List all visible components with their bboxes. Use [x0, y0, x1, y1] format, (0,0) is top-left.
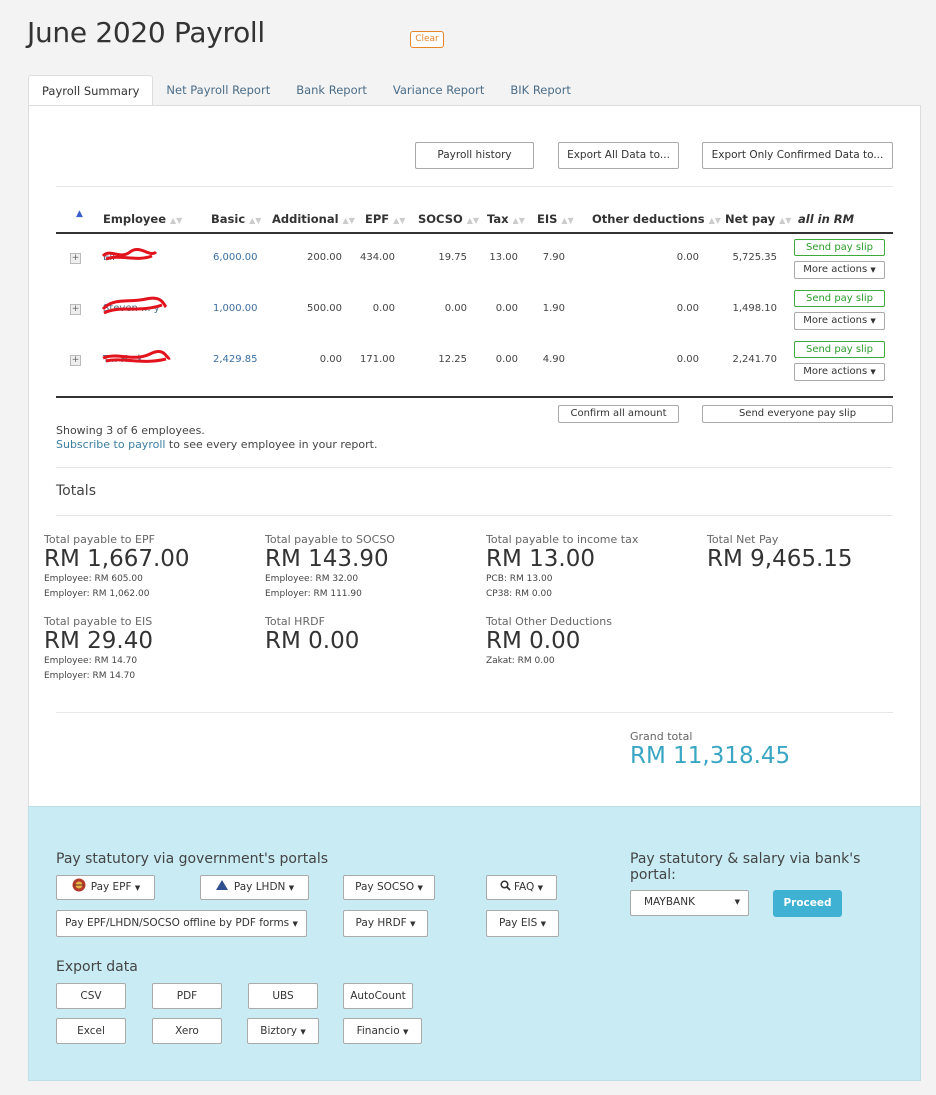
- other-deductions-value: 0.00: [676, 354, 699, 365]
- unit-note: all in RM: [798, 212, 855, 226]
- col-tax-label: Tax: [487, 212, 509, 226]
- col-other-deductions[interactable]: [592, 212, 721, 226]
- total-net-pay-label: Total Net Pay: [707, 533, 779, 546]
- pay-socso-label: Pay SOCSO: [355, 881, 415, 893]
- tab-net-payroll-report[interactable]: Net Payroll Report: [166, 83, 271, 97]
- grand-total-value: RM 11,318.45: [630, 743, 791, 769]
- epf-value: 434.00: [360, 252, 395, 263]
- basic-value[interactable]: 1,000.00: [213, 303, 258, 314]
- tab-variance-report[interactable]: Variance Report: [392, 83, 485, 97]
- socso-value: 12.25: [438, 354, 467, 365]
- search-icon: [500, 880, 511, 891]
- redaction-mark: [100, 244, 160, 264]
- total-tax-cp38: CP38: RM 0.00: [486, 589, 552, 599]
- employee-name[interactable]: T... H...k: [103, 354, 144, 365]
- additional-value: 500.00: [307, 303, 342, 314]
- export-csv-button[interactable]: CSV: [56, 983, 126, 1009]
- redaction-mark: [100, 295, 170, 317]
- export-autocount-button[interactable]: AutoCount: [343, 983, 413, 1009]
- send-pay-slip-button[interactable]: Send pay slip: [794, 341, 885, 358]
- total-hrdf-label: Total HRDF: [265, 615, 325, 628]
- bank-heading: Pay statutory & salary via bank's portal:: [630, 851, 861, 883]
- net-pay-value: 2,241.70: [732, 354, 777, 365]
- col-basic[interactable]: [211, 212, 261, 226]
- send-pay-slip-button[interactable]: Send pay slip: [794, 239, 885, 256]
- col-socso-label: SOCSO: [418, 212, 463, 226]
- col-net-label: Net pay: [725, 212, 776, 226]
- other-deductions-value: 0.00: [676, 252, 699, 263]
- basic-value[interactable]: 6,000.00: [213, 252, 258, 263]
- col-basic-label: Basic: [211, 212, 246, 226]
- pay-socso-button[interactable]: [343, 875, 435, 900]
- export-biztory-label: Biztory: [260, 1025, 297, 1037]
- col-other-label: Other deductions: [592, 212, 705, 226]
- col-tax[interactable]: [487, 212, 525, 226]
- pay-hrdf-label: Pay HRDF: [355, 917, 407, 929]
- caret-down-icon: ▼: [870, 368, 876, 376]
- sort-icon: ▲▼: [249, 216, 262, 225]
- caret-down-icon: ▼: [288, 884, 295, 892]
- export-ubs-button[interactable]: UBS: [248, 983, 318, 1009]
- divider: [56, 515, 893, 516]
- table-row: [56, 285, 893, 336]
- expand-icon[interactable]: +: [71, 355, 80, 365]
- total-epf-employee: Employee: RM 605.00: [44, 574, 143, 584]
- total-net-pay-value: RM 9,465.15: [707, 546, 853, 572]
- additional-value: 200.00: [307, 252, 342, 263]
- bank-selected-value: MAYBANK: [644, 896, 695, 908]
- total-socso-employee: Employee: RM 32.00: [265, 574, 359, 584]
- pay-lhdn-button[interactable]: [200, 875, 309, 900]
- more-actions-button[interactable]: [794, 312, 885, 330]
- export-pdf-button[interactable]: PDF: [152, 983, 222, 1009]
- net-pay-value: 1,498.10: [732, 303, 777, 314]
- employee-name[interactable]: Eli: [103, 252, 115, 263]
- col-employee-label: Employee: [103, 212, 167, 226]
- sort-icon: ▲▼: [170, 216, 183, 225]
- more-actions-label: More actions: [803, 315, 868, 326]
- more-actions-label: More actions: [803, 366, 868, 377]
- other-deductions-value: 0.00: [676, 303, 699, 314]
- total-other-label: Total Other Deductions: [486, 615, 612, 628]
- table-row: [56, 336, 893, 387]
- col-eis[interactable]: [537, 212, 574, 226]
- export-all-button[interactable]: Export All Data to...: [558, 142, 679, 169]
- pay-hrdf-button[interactable]: [343, 910, 428, 937]
- redaction-mark: [100, 346, 174, 366]
- caret-down-icon: ▼: [417, 884, 423, 892]
- caret-down-icon: ▼: [403, 1028, 409, 1036]
- basic-value[interactable]: 2,429.85: [213, 354, 258, 365]
- pay-offline-label: Pay EPF/LHDN/SOCSO offline by PDF forms: [65, 917, 290, 929]
- caret-down-icon: ▼: [410, 920, 416, 928]
- socso-value: 19.75: [438, 252, 467, 263]
- col-employee[interactable]: [103, 212, 182, 226]
- caret-down-icon: ▼: [134, 884, 141, 892]
- total-tax-pcb: PCB: RM 13.00: [486, 574, 553, 584]
- total-socso-label: Total payable to SOCSO: [265, 533, 395, 546]
- confirm-all-button[interactable]: Confirm all amount: [558, 405, 679, 423]
- export-financio-button[interactable]: [343, 1018, 422, 1044]
- pay-eis-button[interactable]: [486, 910, 559, 937]
- sort-icon: ▲▼: [466, 216, 480, 225]
- divider: [56, 712, 893, 713]
- clear-button[interactable]: Clear: [410, 31, 444, 48]
- table-bottom-rule: [56, 396, 893, 398]
- statutory-heading: Pay statutory via government's portals: [56, 851, 329, 867]
- col-epf[interactable]: [365, 212, 405, 226]
- col-additional-label: Additional: [272, 212, 339, 226]
- more-actions-button[interactable]: [794, 261, 885, 279]
- tax-value: 0.00: [495, 303, 518, 314]
- eis-value: 7.90: [542, 252, 565, 263]
- tab-payroll-summary[interactable]: Payroll Summary: [28, 75, 153, 106]
- more-actions-button[interactable]: [794, 363, 885, 381]
- sort-icon: ▲▼: [561, 216, 574, 225]
- sort-asc-icon[interactable]: ▲: [76, 209, 83, 219]
- export-heading: Export data: [56, 959, 138, 975]
- export-financio-label: Financio: [356, 1025, 400, 1037]
- sort-icon: ▲▼: [393, 216, 406, 225]
- pay-epf-button[interactable]: [56, 875, 155, 900]
- bank-select[interactable]: [630, 890, 749, 916]
- pay-lhdn-label: Pay LHDN: [233, 881, 286, 893]
- total-epf-value: RM 1,667.00: [44, 546, 190, 572]
- total-tax-value: RM 13.00: [486, 546, 595, 572]
- faq-label: FAQ: [513, 881, 535, 893]
- total-zakat: Zakat: RM 0.00: [486, 656, 555, 666]
- total-eis-value: RM 29.40: [44, 628, 153, 654]
- export-excel-button[interactable]: Excel: [56, 1018, 126, 1044]
- total-eis-employer: Employer: RM 14.70: [44, 671, 136, 681]
- subscribe-text: to see every employee in your report.: [165, 438, 378, 451]
- total-other-value: RM 0.00: [486, 628, 581, 654]
- net-pay-value: 5,725.35: [732, 252, 777, 263]
- payroll-history-button[interactable]: Payroll history: [415, 142, 534, 169]
- tax-value: 13.00: [489, 252, 518, 263]
- epf-value: 171.00: [360, 354, 395, 365]
- export-biztory-button[interactable]: [247, 1018, 319, 1044]
- export-confirmed-button[interactable]: Export Only Confirmed Data to...: [702, 142, 893, 169]
- tab-bik-report[interactable]: BIK Report: [510, 83, 571, 97]
- faq-button[interactable]: [486, 875, 557, 900]
- caret-down-icon: ▼: [734, 898, 740, 906]
- total-epf-employer: Employer: RM 1,062.00: [44, 589, 150, 599]
- total-epf-label: Total payable to EPF: [44, 533, 155, 546]
- total-tax-label: Total payable to income tax: [486, 533, 639, 546]
- caret-down-icon: ▼: [537, 884, 544, 892]
- totals-heading: Totals: [56, 483, 96, 499]
- tab-bank-report[interactable]: Bank Report: [296, 83, 367, 97]
- pay-offline-button[interactable]: [56, 910, 307, 937]
- socso-value: 0.00: [444, 303, 467, 314]
- sort-icon: ▲▼: [779, 216, 792, 225]
- col-additional[interactable]: [272, 212, 355, 226]
- tax-value: 0.00: [495, 354, 518, 365]
- col-eis-label: EIS: [537, 212, 558, 226]
- showing-count: Showing 3 of 6 employees.: [56, 424, 205, 437]
- sort-icon: ▲▼: [512, 216, 525, 225]
- col-epf-label: EPF: [365, 212, 390, 226]
- send-pay-slip-button[interactable]: Send pay slip: [794, 290, 885, 307]
- employee-name[interactable]: Steven ... y: [103, 303, 160, 314]
- additional-value: 0.00: [319, 354, 342, 365]
- sort-icon: ▲▼: [708, 216, 721, 225]
- caret-down-icon: ▼: [870, 266, 876, 274]
- export-xero-button[interactable]: Xero: [152, 1018, 222, 1044]
- subscribe-note: [56, 438, 377, 451]
- total-eis-label: Total payable to EIS: [44, 615, 153, 628]
- total-socso-value: RM 143.90: [265, 546, 389, 572]
- pay-eis-label: Pay EIS: [499, 917, 538, 929]
- divider: [56, 186, 893, 187]
- caret-down-icon: ▼: [870, 317, 876, 325]
- epf-logo-icon: [71, 878, 87, 892]
- total-eis-employee: Employee: RM 14.70: [44, 656, 138, 666]
- table-header: [56, 204, 893, 234]
- col-net-pay[interactable]: [725, 212, 791, 226]
- epf-value: 0.00: [372, 303, 395, 314]
- total-socso-employer: Employer: RM 111.90: [265, 589, 362, 599]
- caret-down-icon: ▼: [292, 920, 298, 928]
- more-actions-label: More actions: [803, 264, 868, 275]
- grand-total-label: Grand total: [630, 730, 693, 743]
- caret-down-icon: ▼: [540, 920, 546, 928]
- page-title: June 2020 Payroll: [27, 16, 265, 49]
- total-hrdf-value: RM 0.00: [265, 628, 360, 654]
- send-everyone-button[interactable]: Send everyone pay slip: [702, 405, 893, 423]
- eis-value: 4.90: [542, 354, 565, 365]
- eis-value: 1.90: [542, 303, 565, 314]
- sort-icon: ▲▼: [342, 216, 355, 225]
- proceed-button[interactable]: Proceed: [773, 890, 842, 917]
- caret-down-icon: ▼: [300, 1028, 306, 1036]
- expand-icon[interactable]: +: [71, 253, 80, 263]
- lhdn-logo-icon: [215, 879, 229, 891]
- pay-epf-label: Pay EPF: [90, 881, 132, 893]
- tab-bar: [28, 75, 584, 106]
- subscribe-link[interactable]: Subscribe to payroll: [56, 438, 166, 451]
- table-row: [56, 234, 893, 285]
- divider: [56, 467, 893, 468]
- expand-icon[interactable]: +: [71, 304, 80, 314]
- col-socso[interactable]: [418, 212, 479, 226]
